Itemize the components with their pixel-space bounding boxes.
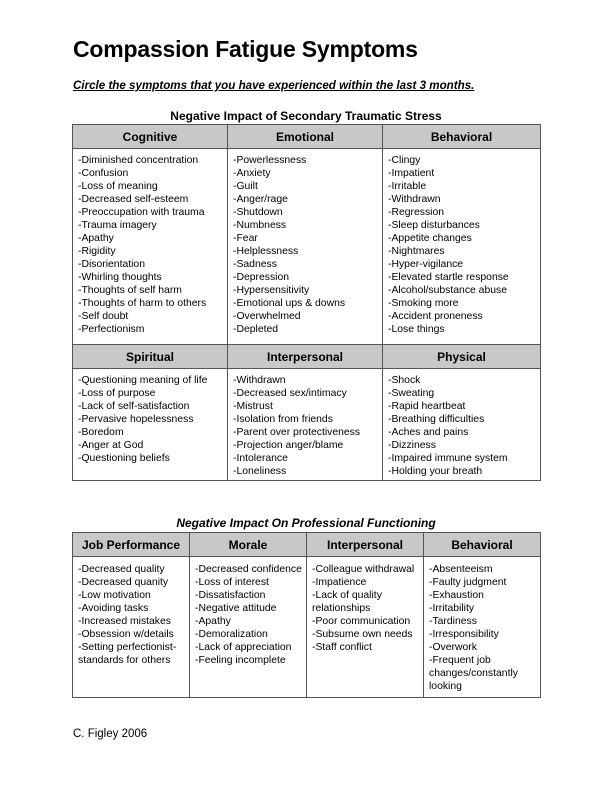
header-morale: Morale [190,533,307,557]
symptom-item: -Impaired immune system [388,453,508,464]
symptom-item: -Colleague withdrawal [312,564,415,575]
symptom-item: -Perfectionism [78,324,145,335]
symptom-item: -Projection anger/blame [233,440,344,451]
physical-cell [383,369,541,481]
symptom-item: -Decreased quanity [78,577,169,588]
symptom-item: -Overwork [429,642,477,653]
symptom-item: -Pervasive hopelessness [78,414,194,425]
symptom-item: -Impatience [312,577,367,588]
symptom-item: -Shock [388,375,421,386]
symptom-item: -Hypersensitivity [233,285,310,296]
symptom-item: -Depleted [233,324,279,335]
symptom-item: -Aches and pains [388,427,469,438]
symptom-item: -Avoiding tasks [78,603,149,614]
instruction-text: Circle the symptoms that you have experienced within the last 3 months. [73,79,475,92]
emotional-cell [228,149,383,345]
section1-caption: Negative Impact of Secondary Traumatic Stress [170,109,442,123]
spiritual-cell [73,369,228,481]
symptom-item: -Thoughts of self harm [78,285,182,296]
symptom-item: -Feeling incomplete [195,655,286,666]
symptom-item: -Lack of self-satisfaction [78,401,190,412]
symptom-item: -Lack of quality relationships [312,590,382,614]
symptom-item: -Anxiety [233,168,271,179]
symptom-item: -Elevated startle response [388,272,509,283]
symptom-item: -Decreased confidence [195,564,302,575]
symptom-item: -Clingy [388,155,421,166]
symptom-item: -Loss of interest [195,577,269,588]
header-emotional: Emotional [228,125,383,149]
symptom-item: -Tardiness [429,616,477,627]
symptom-item: -Negative attitude [195,603,277,614]
symptom-item: -Emotional ups & downs [233,298,346,309]
symptom-item: -Decreased quality [78,564,165,575]
symptom-item: -Helplessness [233,246,299,257]
symptom-item: -Regression [388,207,445,218]
symptom-item: -Overwhelmed [233,311,301,322]
header-job-performance: Job Performance [73,533,190,557]
symptom-item: -Impatient [388,168,435,179]
symptom-item: -Accident proneness [388,311,483,322]
symptom-item: -Withdrawn [388,194,441,205]
symptom-item: -Demoralization [195,629,268,640]
behavioral-cell [383,149,541,345]
symptom-item: -Lack of appreciation [195,642,292,653]
job-performance-cell [73,557,190,698]
symptom-item: -Questioning beliefs [78,453,170,464]
cognitive-cell [73,149,228,345]
footer-credit: C. Figley 2006 [73,728,148,740]
symptom-item: -Apathy [78,233,114,244]
symptom-item: -Frequent job changes/constantly looking [429,655,518,692]
symptom-item: -Absenteeism [429,564,493,575]
symptom-item: -Loss of meaning [78,181,158,192]
symptom-item: -Setting perfectionist-standards for others [78,642,177,666]
header-physical: Physical [383,345,541,369]
symptom-item: -Decreased self-esteem [78,194,189,205]
header-cognitive: Cognitive [73,125,228,149]
symptom-item: -Fear [233,233,258,244]
symptom-item: -Whirling thoughts [78,272,162,283]
secondary-trauma-table [72,124,541,481]
symptom-item: -Staff conflict [312,642,372,653]
symptom-item: -Thoughts of harm to others [78,298,207,309]
symptom-item: -Preoccupation with trauma [78,207,205,218]
symptom-item: -Intolerance [233,453,288,464]
symptom-item: -Parent over protectiveness [233,427,361,438]
symptom-item: -Apathy [195,616,231,627]
header-spiritual: Spiritual [73,345,228,369]
symptom-item: -Irresponsibility [429,629,499,640]
symptom-item: -Shutdown [233,207,283,218]
symptom-item: -Low motivation [78,590,151,601]
symptom-item: -Powerlessness [233,155,307,166]
symptom-item: -Increased mistakes [78,616,171,627]
symptom-item: -Obsession w/details [78,629,174,640]
symptom-item: -Hyper-vigilance [388,259,464,270]
symptom-item: -Rapid heartbeat [388,401,466,412]
header-interpersonal: Interpersonal [228,345,383,369]
symptom-item: -Guilt [233,181,258,192]
symptom-item: -Mistrust [233,401,273,412]
symptom-item: -Subsume own needs [312,629,413,640]
symptom-item: -Holding your breath [388,466,483,477]
symptom-item: -Loss of purpose [78,388,156,399]
symptom-item: -Rigidity [78,246,116,257]
symptom-item: -Breathing difficulties [388,414,485,425]
symptom-item: -Alcohol/substance abuse [388,285,507,296]
symptom-item: -Depression [233,272,290,283]
header-prof-behavioral: Behavioral [424,533,541,557]
symptom-item: -Anger/rage [233,194,288,205]
symptom-item: -Disorientation [78,259,145,270]
symptom-item: -Lose things [388,324,445,335]
symptom-item: -Sleep disturbances [388,220,480,231]
symptom-item: -Faulty judgment [429,577,507,588]
symptom-item: -Sadness [233,259,277,270]
symptom-item: -Smoking more [388,298,459,309]
symptom-item: -Nightmares [388,246,445,257]
symptom-item: -Irritable [388,181,427,192]
interpersonal-cell [228,369,383,481]
header-prof-interpersonal: Interpersonal [307,533,424,557]
symptom-item: -Sweating [388,388,435,399]
symptom-item: -Withdrawn [233,375,286,386]
prof-behavioral-cell [424,557,541,698]
symptom-item: -Loneliness [233,466,287,477]
symptom-item: -Isolation from friends [233,414,333,425]
symptom-item: -Boredom [78,427,124,438]
symptom-item: -Questioning meaning of life [78,375,208,386]
prof-interpersonal-cell [307,557,424,698]
symptom-item: -Dissatisfaction [195,590,266,601]
page-title: Compassion Fatigue Symptoms [73,36,418,62]
symptom-item: -Trauma imagery [78,220,157,231]
symptom-item: -Poor communication [312,616,411,627]
symptom-item: -Self doubt [78,311,129,322]
section2-caption: Negative Impact On Professional Functioning [176,516,436,530]
symptom-item: -Anger at God [78,440,144,451]
symptom-item: -Irritability [429,603,475,614]
symptom-item: -Confusion [78,168,129,179]
symptom-item: -Decreased sex/intimacy [233,388,347,399]
symptom-item: -Exhaustion [429,590,484,601]
professional-functioning-table [72,532,541,698]
symptom-item: -Diminished concentration [78,155,199,166]
morale-cell [190,557,307,698]
symptom-item: -Dizziness [388,440,436,451]
symptom-item: -Numbness [233,220,287,231]
header-behavioral: Behavioral [383,125,541,149]
symptom-item: -Appetite changes [388,233,472,244]
